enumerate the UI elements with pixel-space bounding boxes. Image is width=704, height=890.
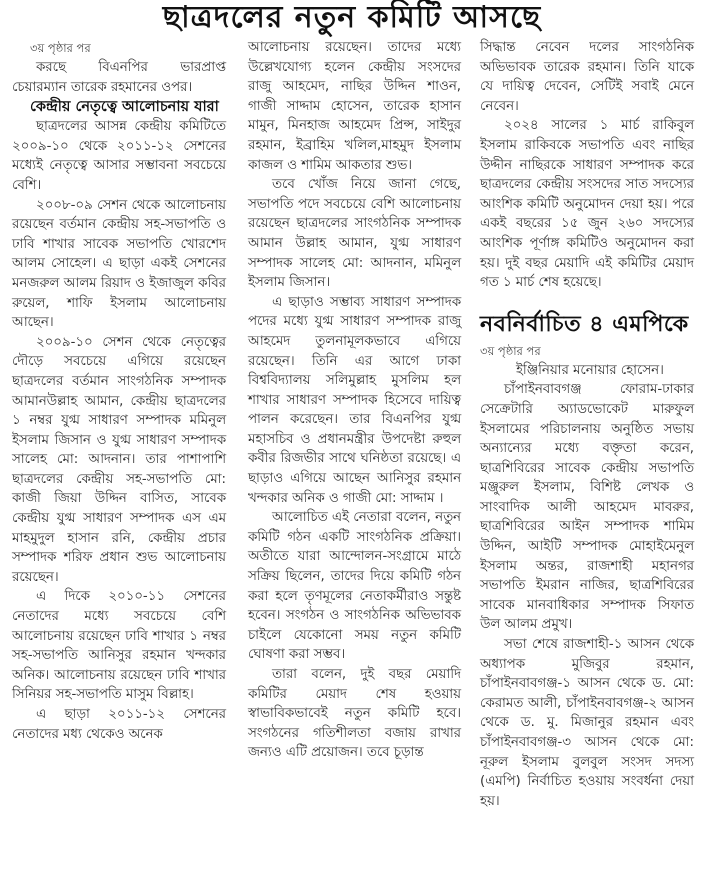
subheading: কেন্দ্রীয় নেতৃত্বে আলোচনায় যারা: [30, 99, 219, 116]
paragraph: সিদ্ধান্ত নেবেন দলের সাংগঠনিক অভিভাবক তারেক রহমান। তিনি যাকে যে দায়িত্ব দেবেন, সেটিই সবাই মেনে নেবেন।: [480, 40, 694, 114]
paragraph: আলোচিত এই নেতারা বলেন, নতুন কমিটি গঠন একটি সাংগঠনিক প্রক্রিয়া। অতীতে যারা আন্দোলন-সংগ্রামে মাঠে সক্রিয় ছিলেন, তাদের দিয়ে কমিটি গঠন করা হলে তৃণমূলের নেতাকর্মীরাও সন্তুষ্ট হবেন। সংগঠন ও সাংগঠনিক অভিভাবক চাইলে যেকোনো সময় নতুন কমিটি ঘোষণা করা সম্ভব।: [248, 510, 461, 663]
paragraph: ২০০৮-০৯ সেশন থেকে আলোচনায় রয়েছেন বর্তমান কেন্দ্রীয় সহ-সভাপতি ও ঢাবি শাখার সাবেক সভাপতি খোরশেদ আলম সোহেল। এ ছাড়া একই সেশনের মনজরুল আলম রিয়াদ ও ইজাজুল কবির রুয়েল, শাফি ইসলাম আলোচনায় আছেন।: [12, 197, 226, 331]
paragraph: ছাত্রদলের আসন্ন কেন্দ্রীয় কমিটিতে ২০০৯-১০ থেকে ২০১১-১২ সেশনের মধ্যেই নেতৃত্বে আসার সম্ভাবনা সবচেয়ে বেশি।: [12, 119, 226, 193]
paragraph: ২০০৯-১০ সেশন থেকে নেতৃত্বের দৌড়ে সবচেয়ে এগিয়ে রয়েছেন ছাত্রদলের বর্তমান সাংগঠনিক সম্পাদক আমানউল্লাহ আমান, কেন্দ্রীয় ছাত্রদলের ১ নম্বর যুগ্ম সাধারণ সম্পাদক মমিনুল ইসলাম জিসান ও যুগ্ম সাধারণ সম্পাদক সালেহ মো: আদনান। তার পাশাপাশি ছাত্রদলের কেন্দ্রীয় সহ-সভাপতি মো: কাজী জিয়া উদ্দিন বাসিত, সাবেক কেন্দ্রীয় যুগ্ম সাধারণ সম্পাদক এস এম মাহমুদুল হাসান রনি, কেন্দ্রীয় প্রচার সম্পাদক শরিফ প্রধান শুভ আলোচনায় রয়েছেন।: [12, 334, 226, 585]
article-column-3: [480, 38, 694, 811]
paragraph: এ দিকে ২০১০-১১ সেশনের নেতাদের মধ্যে সবচেয়ে বেশি আলোচনায় রয়েছেন ঢাবি শাখার ১ নম্বর সহ-সভাপতি আনিসুর রহমান খন্দকার অনিক। আলোচনায় রয়েছেন ঢাবি শাখার সিনিয়র সহ-সভাপতি মাসুম বিল্লাহ।: [12, 589, 226, 703]
continued-from-label: ৩য় পৃষ্ঠার পর: [30, 41, 91, 55]
paragraph: করছে বিএনপির ভারপ্রাপ্ত চেয়ারম্যান তারেক রহমানের ওপর।: [12, 60, 226, 95]
paragraph: এ ছাড়া ২০১১-১২ সেশনের নেতাদের মধ্য থেকেও অনেক: [12, 707, 226, 742]
continued-from-label: ৩য় পৃষ্ঠার পর: [480, 343, 541, 358]
paragraph: আলোচনায় রয়েছেন। তাদের মধ্যে উল্লেখযোগ্য হলেন কেন্দ্রীয় সংসদের রাজু আহমেদ, নাছির উদ্দিন শাওন, গাজী সাদ্দাম হোসেন, তারেক হাসান মামুন, মিনহাজ আহমেদ প্রিন্স, সাইদুর রহমান, ইব্রাহিম খলিল,মাহমুদ ইসলাম কাজল ও শামিম আকতার শুভ।: [248, 40, 461, 173]
second-story-headline: নবনির্বাচিত ৪ এমপিকে: [480, 311, 689, 337]
paragraph: ইঞ্জিনিয়ার মনোয়ার হোসেন।: [516, 362, 664, 378]
paragraph: চাঁপাইনবাবগঞ্জ ফোরাম-ঢাকার সেক্রেটারি অ্যাডভোকেট মারুফুল ইসলামের পরিচালনায় অনুষ্ঠিত সভায় অন্যান্যের মধ্যে বক্তৃতা করেন, ছাত্রশিবিরের সাবেক কেন্দ্রীয় সভাপতি মঞ্জুরুল ইসলাম, বিশিষ্ট লেখক ও সাংবাদিক আলী আহমেদ মাবরুর, ছাত্রশিবিরের আইন সম্পাদক শামিম উদ্দিন, আইটি সম্পাদক মোহাইমেনুল ইসলাম অন্তর, রাজশাহী মহানগর সভাপতি ইমরান নাজির, ছাত্রশিবিরের সাবেক মানবাধিকার সম্পাদক সিফাত উল আলম প্রমুখ।: [480, 382, 694, 633]
paragraph: ২০২৪ সালের ১ মার্চ রাকিবুল ইসলাম রাকিবকে সভাপতি এবং নাছির উদ্দীন নাছিরকে সাধারণ সম্পাদক করে ছাত্রদলের কেন্দ্রীয় সংসদের সাত সদস্যের আংশিক কমিটি অনুমোদন দেয়া হয়। পরে একই বছরের ১৫ জুন ২৬০ সদস্যের আংশিক পূর্ণাঙ্গ কমিটিও অনুমোদন করা হয়। দুই বছর মেয়াদি এই কমিটির মেয়াদ গত ১ মার্চ শেষ হয়েছে।: [480, 118, 694, 291]
paragraph: সভা শেষে রাজশাহী-১ আসন থেকে অধ্যাপক মুজিবুর রহমান, চাঁপাইনবাবগঞ্জ-১ আসন থেকে ড. মো: কেরামত আলী, চাঁপাইনবাবগঞ্জ-২ আসন থেকে ড. মু. মিজানুর রহমান এবং চাঁপাইনবাবগঞ্জ-৩ আসন থেকে মো: নূরুল ইসলাম বুলবুল সংসদ সদস্য (এমপি) নির্বাচিত হওয়ায় সংবর্ধনা দেয়া হয়।: [480, 637, 694, 809]
paragraph: তবে খোঁজ নিয়ে জানা গেছে, সভাপতি পদে সবচেয়ে বেশি আলোচনায় রয়েছেন ছাত্রদলের সাংগঠনিক সম্পাদক আমান উল্লাহ আমান, যুগ্ম সাধারণ সম্পাদক সালেহ মো: আদনান, মমিনুল ইসলাম জিসান।: [248, 177, 461, 291]
main-headline: ছাত্রদলের নতুন কমিটি আসছে: [162, 0, 542, 35]
paragraph: তারা বলেন, দুই বছর মেয়াদি কমিটির মেয়াদ শেষ হওয়ায় স্বাভাবিকভাবেই নতুন কমিটি হবে। সংগঠনের গতিশীলতা বজায় রাখার জন্যও এটি প্রয়োজন। তবে চূড়ান্ত: [248, 667, 461, 761]
article-column-2: [248, 38, 461, 763]
paragraph: এ ছাড়াও সম্ভাব্য সাধারণ সম্পাদক পদের মধ্যে যুগ্ম সাধারণ সম্পাদক রাজু আহমেদ তুলনামূলকভাবে এগিয়ে রয়েছেন। তিনি এর আগে ঢাকা বিশ্ববিদ্যালয় সলিমুল্লাহ মুসলিম হল শাখার সাধারণ সম্পাদক হিসেবে দায়িত্ব পালন করেছেন। তার বিএনপির যুগ্ম মহাসচিব ও প্রধানমন্ত্রীর উপদেষ্টা রুহুল কবীর রিজভীর সাথে ঘনিষ্ঠতা রয়েছে। এ ছাড়াও এগিয়ে আছেন আনিসুর রহমান খন্দকার অনিক ও গাজী মো: সাদ্দাম ।: [248, 294, 461, 506]
article-column-1: [12, 38, 226, 744]
